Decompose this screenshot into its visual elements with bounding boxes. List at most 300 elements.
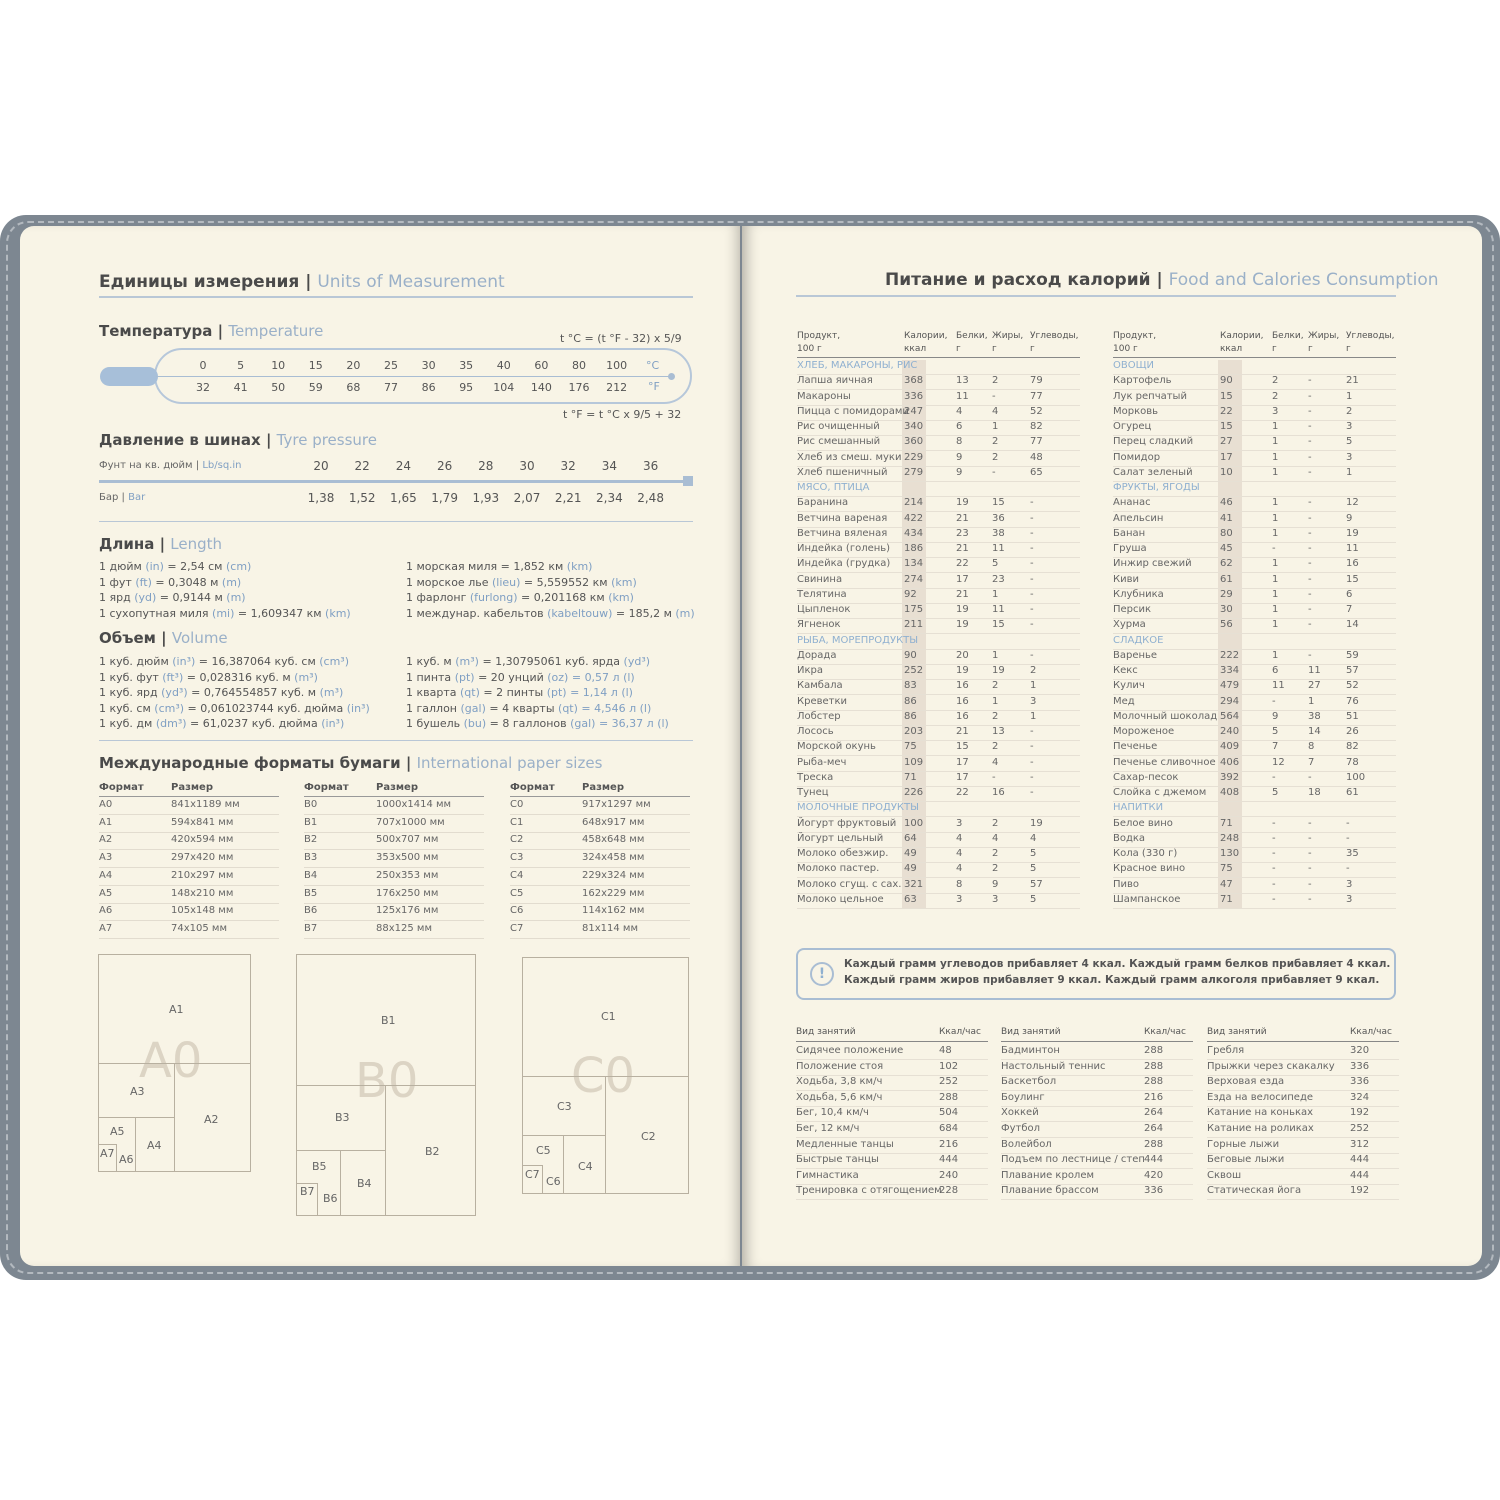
activity-kcal: 504 [939,1107,959,1119]
food-name: Водка [1113,832,1146,844]
food-name: Пицца с помидорами [797,405,909,417]
paper-size: 105x148 мм [171,905,234,917]
food-value: 360 [904,436,924,448]
conversion-line: 1 галлон (gal) = 4 кварты (qt) = 4,546 л (l) [406,701,652,715]
activity-kcal: 252 [1350,1123,1370,1134]
food-value: 80 [1220,527,1233,539]
paper-row-rule [304,814,484,815]
food-value: - [1030,588,1034,600]
food-value: - [1308,421,1312,432]
food-value: 4 [956,863,963,875]
food-name: Картофель [1113,375,1172,387]
paper-size: 420x594 мм [171,834,234,846]
food-name: Груша [1113,543,1147,554]
food-name: Мед [1113,695,1135,707]
food-value: 211 [904,619,924,631]
paper-format: A0 [99,799,113,810]
food-value: 1 [1308,695,1315,707]
food-row-rule [797,786,1080,787]
food-value: 75 [904,741,917,753]
food-name: Молоко сгущ. с сах. [797,878,902,890]
food-value: - [1272,543,1276,554]
food-value: - [1272,863,1276,875]
food-value: - [1030,726,1034,737]
food-value: 8 [956,878,963,890]
food-value: 15 [1220,421,1233,432]
food-value: - [1308,405,1312,417]
food-value: 6 [1272,665,1279,676]
food-value: 71 [1220,893,1233,905]
food-value: 35 [1346,848,1359,859]
title-underline [99,296,693,298]
food-value: - [1308,497,1312,509]
food-name: Огурец [1113,421,1152,432]
food-value: 1 [1272,619,1279,631]
food-value: 334 [1220,665,1240,676]
food-value: - [1030,543,1034,554]
food-value: 86 [904,710,917,722]
food-value: - [1030,649,1034,661]
food-value: 49 [904,848,917,859]
food-name: Индейка (голень) [797,543,891,554]
food-value: 4 [1030,832,1037,844]
activity-kcal: 216 [939,1138,959,1150]
food-category: НАПИТКИ [1113,802,1164,814]
food-value: 2 [1272,390,1279,402]
temperature-formula-top: t °C = (t °F - 32) x 5/9 [560,332,682,345]
food-value: 409 [1220,741,1240,753]
food-value: - [1308,832,1312,844]
food-name: Инжир свежий [1113,558,1192,570]
activity-kcal: 336 [1144,1185,1164,1197]
activity-name: Гимнастика [796,1169,859,1181]
activity-kcal: 102 [939,1060,959,1072]
food-category: СЛАДКОЕ [1113,634,1164,646]
food-value: 52 [1030,405,1043,417]
activity-name: Хоккей [1001,1107,1039,1119]
food-value: 100 [904,817,924,829]
food-value: 14 [1346,619,1359,631]
food-header: Продукт, 100 г [797,331,841,354]
food-value: 3 [992,893,999,905]
fahrenheit-tick: 41 [233,381,248,394]
food-value: - [1308,893,1312,905]
food-value: 222 [1220,649,1240,661]
conversion-line: 1 морское лье (lieu) = 5,559552 км (km) [406,575,637,589]
activity-kcal-header: Ккал/час [1350,1027,1392,1037]
food-value: 48 [1030,451,1043,463]
food-value: 11 [956,390,969,402]
activity-kcal: 228 [939,1185,959,1197]
bar-value: 1,65 [390,491,417,505]
food-value: - [1308,588,1312,600]
paper-row-rule [304,903,484,904]
food-value: 1 [1272,497,1279,509]
paper-format: C0 [510,799,524,810]
food-value: - [1272,771,1276,783]
paper-format: C2 [510,834,524,846]
food-header: Калории, ккал [1220,331,1264,354]
activity-name: Подъем по лестнице / степ [1001,1154,1145,1166]
food-value: - [1308,649,1312,661]
volume-title: Объем | Volume [99,629,228,647]
activity-name: Ходьба, 5,6 км/ч [796,1091,883,1103]
food-value: - [1272,878,1276,890]
activity-kcal: 216 [1144,1091,1164,1103]
food-name: Молоко пастер. [797,863,880,875]
food-value: 406 [1220,756,1240,768]
food-name: Рис очищенный [797,421,880,432]
activity-name: Езда на велосипеде [1207,1091,1314,1103]
activity-name: Бадминтон [1001,1045,1060,1056]
b-series-diagram: B1 B0 B3 B2 B5 B4 B7 B6 [296,954,476,1216]
conversion-line: 1 кварта (qt) = 2 пинты (pt) = 1,14 л (l) [406,686,633,699]
food-value: - [1308,771,1312,783]
food-value: 12 [1272,756,1285,768]
food-value: 27 [1220,436,1233,448]
paper-size: 210x297 мм [171,869,234,881]
food-value: 6 [1346,588,1353,600]
bar-value: 1,93 [472,491,500,505]
paper-row-rule [99,832,279,833]
food-value: 274 [904,573,924,585]
food-value: 1 [1272,451,1279,463]
food-name: Клубника [1113,588,1164,600]
lb-value: 30 [519,459,535,473]
food-value: - [992,466,996,478]
fahrenheit-tick: 140 [530,381,552,394]
activity-name: Быстрые танцы [796,1154,879,1166]
activity-name: Медленные танцы [796,1138,894,1150]
food-value: 1 [992,421,999,432]
paper-size: 125x176 мм [376,905,439,917]
food-name: Кола (330 г) [1113,848,1178,859]
food-name: Хлеб из смеш. муки [797,451,902,463]
food-value: 1 [1272,649,1279,661]
paper-row-rule [99,814,279,815]
food-value: 9 [992,878,999,890]
paper-format: B2 [304,834,318,846]
activity-name: Сквош [1207,1169,1242,1181]
conversion-line: 1 фарлонг (furlong) = 0,201168 км (km) [406,591,634,604]
food-name: Сахар-песок [1113,771,1179,783]
food-value: 1 [1030,710,1037,722]
paper-size: 707x1000 мм [376,816,445,828]
food-value: 1 [1346,466,1353,478]
food-name: Кулич [1113,680,1145,692]
activity-kcal: 192 [1350,1107,1370,1119]
conversion-line: 1 бушель (bu) = 8 галлонов (gal) = 36,37 л (l) [406,717,669,730]
food-name: Морковь [1113,405,1159,417]
conversion-line: 1 куб. дюйм (in³) = 16,387064 куб. см (cm³) [99,655,350,668]
food-row-rule [797,664,1080,665]
food-value: 76 [1346,695,1359,707]
food-value: - [1308,451,1312,463]
food-value: 4 [956,848,963,859]
paper-row-rule [510,938,690,939]
food-value: - [1308,512,1312,524]
food-value: 86 [904,695,917,707]
food-value: 229 [904,451,924,463]
food-value: 61 [1220,573,1233,585]
food-name: Апельсин [1113,512,1164,524]
thermometer-bulb [100,367,158,386]
fahrenheit-tick: 212 [606,381,628,394]
food-value: - [1308,390,1312,402]
fahrenheit-tick: 68 [346,381,361,394]
food-value: 13 [992,726,1005,737]
activity-name: Статическая йога [1207,1185,1302,1197]
activity-kcal: 320 [1350,1045,1370,1056]
food-value: 5 [1030,893,1037,905]
food-value: 26 [1346,726,1359,737]
food-value: 19 [1030,817,1043,829]
activity-name: Сидячее положение [796,1045,904,1056]
paper-header-size: Размер [582,782,625,793]
celsius-tick: 25 [384,359,398,372]
food-value: - [1272,817,1276,829]
food-name: Лук репчатый [1113,390,1187,402]
food-value: 15 [956,741,969,753]
activity-kcal: 264 [1144,1123,1164,1134]
food-name: Цыпленок [797,604,851,615]
food-value: 109 [904,756,924,768]
food-value: 1 [1272,512,1279,524]
food-value: 368 [904,375,924,387]
food-value: - [1030,527,1034,539]
activity-kcal-header: Ккал/час [939,1027,981,1037]
paper-header-size: Размер [376,782,419,793]
pressure-lb-label: Фунт на кв. дюйм | Lb/sq.in [99,460,242,471]
paper-format: B4 [304,869,318,881]
bar-value: 2,07 [513,491,541,505]
title-underline-right [796,295,1396,297]
activity-name: Плавание брассом [1001,1185,1099,1197]
pressure-divider [99,521,693,522]
food-value: 8 [1308,741,1315,753]
pressure-scale-end [683,476,693,486]
activity-row-rule [1207,1199,1399,1200]
food-value: 7 [1308,756,1315,768]
food-header: Жиры, г [1308,331,1340,354]
food-value: 2 [992,710,999,722]
activity-kcal: 336 [1350,1060,1370,1072]
food-value: 4 [956,832,963,844]
fahrenheit-tick: 77 [384,381,398,394]
food-value: 1 [992,588,999,600]
activity-name: Плавание кролем [1001,1169,1095,1181]
food-value: 65 [1030,466,1043,478]
activity-kcal: 312 [1350,1138,1370,1150]
food-value: 2 [992,741,999,753]
lb-value: 24 [395,459,412,473]
paper-format: C1 [510,816,524,828]
activity-row-rule [1001,1199,1193,1200]
food-name: Макароны [797,390,851,402]
right-page [742,226,1482,1266]
food-value: 9 [956,451,963,463]
food-value: 21 [1346,375,1359,387]
conversion-line: 1 дюйм (in) = 2,54 см (cm) [99,560,252,573]
food-value: 2 [992,863,999,875]
paper-row-rule [99,938,279,939]
food-name: Икра [797,665,823,676]
activity-header: Вид занятий [1207,1027,1267,1037]
food-value: 71 [904,771,917,783]
thermometer-end-dot [668,373,675,380]
paper-size: 353x500 мм [376,852,439,864]
food-name: Камбала [797,680,843,692]
food-name: Молоко цельное [797,893,884,905]
food-value: 7 [1346,604,1353,615]
food-value: 4 [992,405,999,417]
food-value: 57 [1030,878,1043,890]
paper-format: A1 [99,816,113,828]
note-line-1: Каждый грамм углеводов прибавляет 4 ккал. Каждый грамм белков прибавляет 4 ккал. [844,958,1391,970]
paper-format: C4 [510,869,524,881]
paper-format: C5 [510,887,524,899]
food-value: 340 [904,421,924,432]
info-icon: ! [810,962,834,986]
paper-row-rule [510,849,690,850]
bar-value: 2,34 [596,491,623,505]
food-name: Киви [1113,573,1139,585]
food-value: - [1308,878,1312,890]
paper-format: A6 [99,905,113,917]
food-value: 5 [1272,726,1279,737]
food-value: - [992,390,996,402]
paper-row-rule [304,832,484,833]
activity-kcal: 192 [1350,1185,1370,1197]
food-value: - [1272,832,1276,844]
food-value: 1 [1272,588,1279,600]
food-value: 434 [904,527,924,539]
paper-size: 500x707 мм [376,834,439,846]
food-value: 47 [1220,878,1233,890]
paper-format: B7 [304,922,318,934]
food-value: 16 [956,710,969,722]
food-value: - [1308,543,1312,554]
food-value: 92 [904,588,917,600]
food-name: Телятина [797,588,847,600]
food-value: - [1030,512,1034,524]
food-name: Треска [797,771,834,783]
food-value: - [1308,558,1312,570]
pressure-title: Давление в шинах | Tyre pressure [99,431,377,449]
paper-size: 594x841 мм [171,816,234,828]
paper-size: 250x353 мм [376,869,439,881]
paper-size: 81x114 мм [582,922,638,934]
food-value: 9 [1272,710,1279,722]
food-value: 56 [1220,619,1233,631]
food-name: Белое вино [1113,817,1173,829]
food-name: Креветки [797,695,848,707]
food-value: 77 [1030,436,1043,448]
activity-name: Бег, 12 км/ч [796,1123,860,1134]
food-name: Индейка (грудка) [797,558,891,570]
paper-format: A7 [99,922,113,934]
food-value: 75 [1220,863,1233,875]
food-row-rule [1113,908,1396,909]
food-value: 2 [992,451,999,463]
food-value: 77 [1030,390,1043,402]
food-value: 4 [992,756,999,768]
activity-name: Ходьба, 3,8 км/ч [796,1076,883,1088]
food-value: 52 [1346,680,1359,692]
food-value: 9 [956,466,963,478]
activity-name: Беговые лыжи [1207,1154,1285,1166]
paper-row-rule [510,903,690,904]
paper-size: 324x458 мм [582,852,645,864]
food-value: - [1030,619,1034,631]
food-value: 1 [1272,466,1279,478]
food-name: Кекс [1113,665,1138,676]
paper-size: 841x1189 мм [171,799,240,810]
food-value: - [1308,619,1312,631]
food-value: 14 [1308,726,1321,737]
food-name: Мороженое [1113,726,1175,737]
food-value: 11 [1308,665,1321,676]
food-value: 100 [1346,771,1366,783]
food-value: 5 [1346,436,1353,448]
food-value: 21 [956,512,969,524]
food-value: 2 [1272,375,1279,387]
fahrenheit-unit: °F [648,380,660,393]
food-value: - [1030,756,1034,768]
food-value: 10 [1220,466,1233,478]
activity-name: Гребля [1207,1045,1245,1056]
activity-name: Верховая езда [1207,1076,1285,1088]
paper-row-rule [510,832,690,833]
fahrenheit-tick: 176 [568,381,590,394]
celsius-tick: 0 [199,359,207,372]
food-header: Жиры, г [992,331,1024,354]
food-name: Шампанское [1113,893,1181,905]
paper-row-rule [510,814,690,815]
food-header: Белки, г [956,331,988,354]
food-category: ХЛЕБ, МАКАРОНЫ, РИС [797,360,918,371]
food-value: 1 [992,695,999,707]
food-value: - [1272,848,1276,859]
activity-name: Прыжки через скакалку [1207,1060,1335,1072]
celsius-tick: 10 [271,359,286,372]
food-name: Хурма [1113,619,1146,631]
food-value: - [1308,604,1312,615]
paper-size: 229x324 мм [582,869,645,881]
food-value: 17 [956,573,969,585]
food-value: 2 [1030,665,1037,676]
food-value: 5 [1272,787,1279,798]
food-value: 45 [1220,543,1233,554]
paper-format: B0 [304,799,318,810]
food-value: 2 [992,375,999,387]
food-value: - [1308,863,1312,875]
food-value: 21 [956,588,969,600]
food-value: 134 [904,558,924,570]
food-value: - [1272,695,1276,707]
food-header: Калории, ккал [904,331,948,354]
food-value: 82 [1030,421,1043,432]
food-value: - [1308,573,1312,585]
food-value: 3 [1346,421,1353,432]
a-series-diagram: A0 A1 A3 A2 A5 A4 A7 A6 [98,954,251,1172]
celsius-tick: 40 [496,359,511,372]
paper-format: B1 [304,816,318,828]
activity-name: Горные лыжи [1207,1138,1280,1150]
food-header: Белки, г [1272,331,1304,354]
food-value: 3 [1272,405,1279,417]
food-value: 4 [992,832,999,844]
